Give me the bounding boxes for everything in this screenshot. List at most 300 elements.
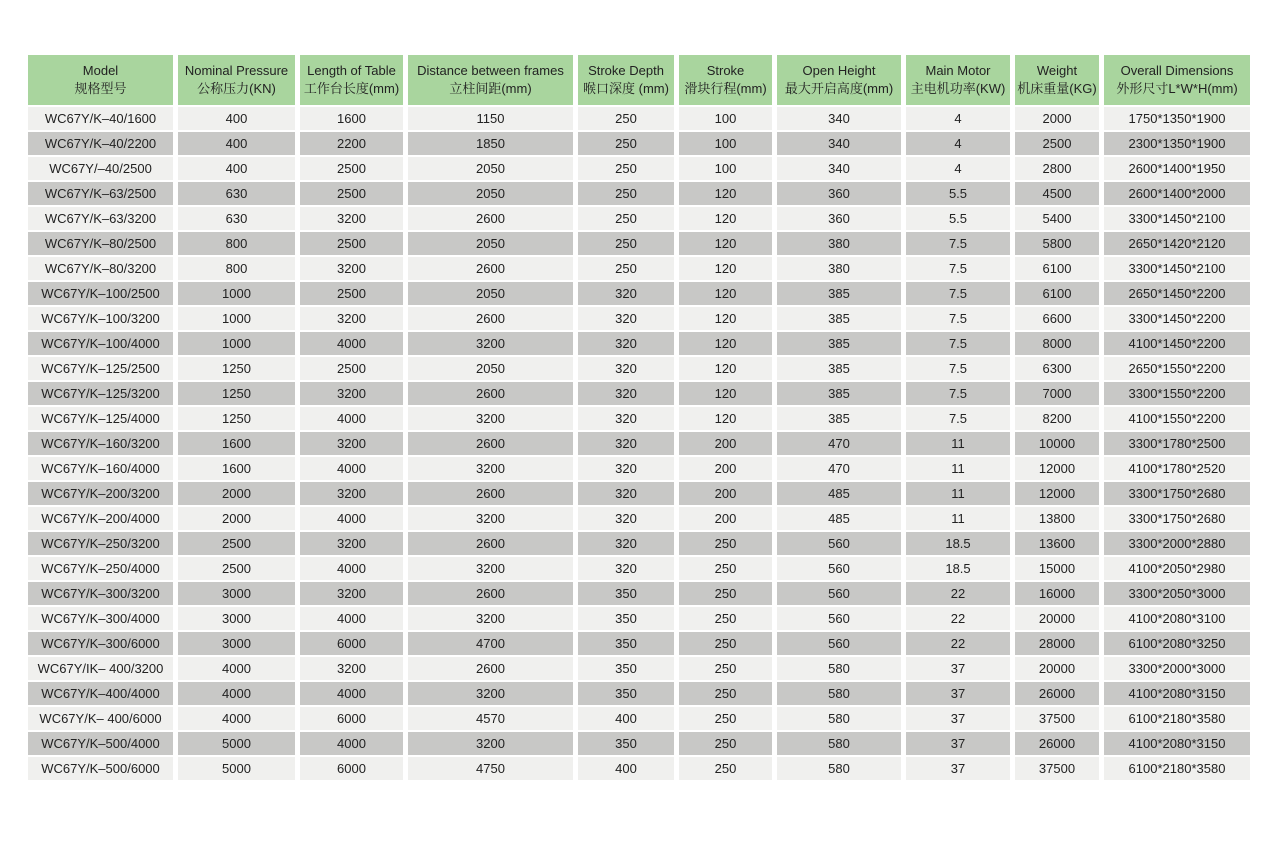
- table-cell: 3300*2000*3000: [1104, 657, 1250, 682]
- table-row: [28, 207, 1250, 232]
- table-cell: 3200: [408, 507, 578, 532]
- table-cell: 200: [679, 482, 777, 507]
- table-cell: 11: [906, 432, 1015, 457]
- table-cell: 11: [906, 482, 1015, 507]
- table-cell: 485: [777, 507, 906, 532]
- table-cell: 2600: [408, 582, 578, 607]
- model-cell: WC67Y/K–250/4000: [28, 557, 178, 582]
- table-cell: 37500: [1015, 707, 1104, 732]
- table-cell: 320: [578, 432, 679, 457]
- table-cell: 5800: [1015, 232, 1104, 257]
- table-row: [28, 682, 1250, 707]
- column-header-zh: 规格型号: [74, 81, 127, 96]
- table-cell: 2650*1450*2200: [1104, 282, 1250, 307]
- table-cell: 1150: [408, 107, 578, 132]
- table-cell: 2650*1420*2120: [1104, 232, 1250, 257]
- table-cell: 3300*1450*2200: [1104, 307, 1250, 332]
- table-cell: 320: [578, 357, 679, 382]
- table-row: [28, 507, 1250, 532]
- table-cell: 4750: [408, 757, 578, 782]
- table-body: [28, 107, 1250, 782]
- table-cell: 3200: [408, 732, 578, 757]
- column-header-en: Open Height: [802, 63, 876, 78]
- table-cell: 4100*2080*3150: [1104, 732, 1250, 757]
- column-header-en: Stroke: [706, 63, 745, 78]
- table-cell: 800: [178, 232, 300, 257]
- table-cell: 6100: [1015, 257, 1104, 282]
- table-cell: 100: [679, 132, 777, 157]
- table-cell: 4000: [300, 732, 408, 757]
- table-cell: 2600: [408, 307, 578, 332]
- table-cell: 120: [679, 282, 777, 307]
- table-cell: 350: [578, 657, 679, 682]
- table-cell: 26000: [1015, 732, 1104, 757]
- column-header-overall-dimensions: [1104, 55, 1250, 107]
- table-cell: 385: [777, 357, 906, 382]
- table-cell: 4000: [300, 457, 408, 482]
- table-cell: 2500: [300, 182, 408, 207]
- table-cell: 37: [906, 732, 1015, 757]
- table-cell: 7.5: [906, 282, 1015, 307]
- table-cell: 200: [679, 507, 777, 532]
- column-header-zh: 外形尺寸L*W*H(mm): [1116, 81, 1238, 96]
- table-cell: 3000: [178, 632, 300, 657]
- table-cell: 380: [777, 232, 906, 257]
- model-cell: WC67Y/K–100/2500: [28, 282, 178, 307]
- column-header-frame-distance: [408, 55, 578, 107]
- column-header-zh: 公称压力(KN): [197, 81, 276, 96]
- model-cell: WC67Y/K–300/6000: [28, 632, 178, 657]
- table-cell: 15000: [1015, 557, 1104, 582]
- table-cell: 16000: [1015, 582, 1104, 607]
- table-cell: 3200: [408, 332, 578, 357]
- table-cell: 3300*2000*2880: [1104, 532, 1250, 557]
- table-cell: 320: [578, 407, 679, 432]
- table-cell: 4570: [408, 707, 578, 732]
- table-cell: 12000: [1015, 457, 1104, 482]
- table-cell: 3200: [408, 682, 578, 707]
- table-cell: 560: [777, 532, 906, 557]
- table-cell: 250: [679, 732, 777, 757]
- table-cell: 340: [777, 157, 906, 182]
- table-cell: 250: [578, 207, 679, 232]
- table-cell: 250: [679, 707, 777, 732]
- table-row: [28, 307, 1250, 332]
- table-cell: 3200: [408, 557, 578, 582]
- table-cell: 1750*1350*1900: [1104, 107, 1250, 132]
- table-cell: 4000: [300, 407, 408, 432]
- table-cell: 3200: [300, 307, 408, 332]
- table-cell: 250: [679, 682, 777, 707]
- table-cell: 4100*1550*2200: [1104, 407, 1250, 432]
- table-cell: 400: [578, 707, 679, 732]
- model-cell: WC67Y/K–500/4000: [28, 732, 178, 757]
- table-cell: 3300*1780*2500: [1104, 432, 1250, 457]
- table-row: [28, 132, 1250, 157]
- table-cell: 580: [777, 732, 906, 757]
- table-cell: 6000: [300, 632, 408, 657]
- table-cell: 250: [679, 532, 777, 557]
- table-cell: 2500: [1015, 132, 1104, 157]
- table-cell: 2000: [178, 507, 300, 532]
- table-cell: 4100*1780*2520: [1104, 457, 1250, 482]
- table-cell: 560: [777, 582, 906, 607]
- table-cell: 7.5: [906, 257, 1015, 282]
- table-cell: 380: [777, 257, 906, 282]
- table-cell: 2500: [300, 157, 408, 182]
- table-cell: 630: [178, 207, 300, 232]
- table-row: [28, 582, 1250, 607]
- table-cell: 22: [906, 582, 1015, 607]
- table-cell: 2650*1550*2200: [1104, 357, 1250, 382]
- table-cell: 2600: [408, 257, 578, 282]
- table-cell: 1250: [178, 382, 300, 407]
- table-cell: 800: [178, 257, 300, 282]
- table-cell: 4000: [178, 657, 300, 682]
- column-header-main-motor: [906, 55, 1015, 107]
- table-row: [28, 157, 1250, 182]
- table-cell: 13600: [1015, 532, 1104, 557]
- table-cell: 7000: [1015, 382, 1104, 407]
- table-cell: 4100*2080*3100: [1104, 607, 1250, 632]
- table-cell: 20000: [1015, 607, 1104, 632]
- table-cell: 2050: [408, 182, 578, 207]
- table-cell: 200: [679, 432, 777, 457]
- table-cell: 320: [578, 482, 679, 507]
- table-row: [28, 382, 1250, 407]
- table-cell: 3200: [300, 382, 408, 407]
- table-cell: 4000: [300, 332, 408, 357]
- model-cell: WC67Y/K–160/4000: [28, 457, 178, 482]
- model-cell: WC67Y/K–40/2200: [28, 132, 178, 157]
- table-row: [28, 732, 1250, 757]
- table-cell: 4: [906, 132, 1015, 157]
- table-cell: 6100*2180*3580: [1104, 757, 1250, 782]
- model-cell: WC67Y/K–400/4000: [28, 682, 178, 707]
- table-cell: 400: [178, 107, 300, 132]
- table-cell: 350: [578, 582, 679, 607]
- table-cell: 320: [578, 382, 679, 407]
- table-cell: 385: [777, 407, 906, 432]
- table-row: [28, 757, 1250, 782]
- table-cell: 18.5: [906, 532, 1015, 557]
- table-cell: 3000: [178, 582, 300, 607]
- table-cell: 2600: [408, 207, 578, 232]
- table-cell: 1000: [178, 282, 300, 307]
- table-cell: 320: [578, 457, 679, 482]
- table-cell: 37: [906, 657, 1015, 682]
- table-cell: 3000: [178, 607, 300, 632]
- table-cell: 2050: [408, 282, 578, 307]
- table-cell: 2600: [408, 532, 578, 557]
- table-cell: 7.5: [906, 382, 1015, 407]
- column-header-en: Distance between frames: [417, 63, 564, 78]
- table-cell: 3200: [300, 482, 408, 507]
- column-header-open-height: [777, 55, 906, 107]
- table-row: [28, 557, 1250, 582]
- table-cell: 320: [578, 332, 679, 357]
- table-cell: 2600: [408, 432, 578, 457]
- table-row: [28, 607, 1250, 632]
- table-cell: 37: [906, 757, 1015, 782]
- column-header-en: Length of Table: [307, 63, 396, 78]
- table-cell: 200: [679, 457, 777, 482]
- table-cell: 2600: [408, 382, 578, 407]
- table-header: [28, 55, 1250, 107]
- table-cell: 360: [777, 207, 906, 232]
- column-header-zh: 机床重量(KG): [1017, 81, 1097, 96]
- table-cell: 120: [679, 357, 777, 382]
- table-cell: 2050: [408, 157, 578, 182]
- model-cell: WC67Y/K–125/3200: [28, 382, 178, 407]
- table-cell: 3200: [408, 607, 578, 632]
- column-header-zh: 主电机功率(KW): [910, 81, 1006, 96]
- table-cell: 250: [679, 657, 777, 682]
- table-cell: 22: [906, 607, 1015, 632]
- table-cell: 120: [679, 332, 777, 357]
- table-cell: 22: [906, 632, 1015, 657]
- column-header-en: Nominal Pressure: [184, 63, 289, 78]
- table-cell: 2050: [408, 357, 578, 382]
- table-cell: 7.5: [906, 357, 1015, 382]
- table-cell: 560: [777, 607, 906, 632]
- table-cell: 2600: [408, 657, 578, 682]
- table-cell: 5400: [1015, 207, 1104, 232]
- table-cell: 2600: [408, 482, 578, 507]
- table-cell: 5.5: [906, 182, 1015, 207]
- table-cell: 350: [578, 607, 679, 632]
- table-cell: 385: [777, 382, 906, 407]
- column-header-en: Model: [82, 63, 119, 78]
- table-cell: 120: [679, 182, 777, 207]
- table-cell: 580: [777, 757, 906, 782]
- model-cell: WC67Y/K–125/2500: [28, 357, 178, 382]
- table-cell: 11: [906, 457, 1015, 482]
- model-cell: WC67Y/K–125/4000: [28, 407, 178, 432]
- column-header-table-length: [300, 55, 408, 107]
- table-cell: 120: [679, 232, 777, 257]
- column-header-zh: 滑块行程(mm): [684, 81, 767, 96]
- column-header-en: Main Motor: [925, 63, 991, 78]
- table-cell: 2800: [1015, 157, 1104, 182]
- column-header-stroke-depth: [578, 55, 679, 107]
- table-cell: 470: [777, 432, 906, 457]
- table-row: [28, 482, 1250, 507]
- table-cell: 8200: [1015, 407, 1104, 432]
- table-cell: 2500: [178, 557, 300, 582]
- table-cell: 6100*2080*3250: [1104, 632, 1250, 657]
- table-cell: 4100*1450*2200: [1104, 332, 1250, 357]
- table-cell: 120: [679, 207, 777, 232]
- table-cell: 470: [777, 457, 906, 482]
- table-cell: 4000: [178, 682, 300, 707]
- table-cell: 3200: [300, 257, 408, 282]
- table-cell: 120: [679, 407, 777, 432]
- table-cell: 250: [679, 582, 777, 607]
- table-cell: 6100: [1015, 282, 1104, 307]
- table-cell: 250: [679, 557, 777, 582]
- table-row: [28, 107, 1250, 132]
- table-cell: 3200: [300, 582, 408, 607]
- table-cell: 350: [578, 682, 679, 707]
- table-cell: 2600*1400*1950: [1104, 157, 1250, 182]
- table-cell: 4000: [300, 507, 408, 532]
- table-cell: 8000: [1015, 332, 1104, 357]
- table-cell: 3300*1450*2100: [1104, 257, 1250, 282]
- table-row: [28, 232, 1250, 257]
- table-cell: 400: [178, 157, 300, 182]
- table-cell: 37: [906, 682, 1015, 707]
- table-cell: 400: [178, 132, 300, 157]
- table-cell: 2500: [178, 532, 300, 557]
- table-cell: 4500: [1015, 182, 1104, 207]
- table-cell: 120: [679, 382, 777, 407]
- table-cell: 5000: [178, 757, 300, 782]
- table-cell: 630: [178, 182, 300, 207]
- table-cell: 250: [578, 257, 679, 282]
- table-cell: 4000: [300, 607, 408, 632]
- table-cell: 320: [578, 507, 679, 532]
- table-cell: 11: [906, 507, 1015, 532]
- table-row: [28, 182, 1250, 207]
- table-cell: 320: [578, 557, 679, 582]
- model-cell: WC67Y/K– 400/6000: [28, 707, 178, 732]
- model-cell: WC67Y/K–160/3200: [28, 432, 178, 457]
- table-cell: 1000: [178, 307, 300, 332]
- table-cell: 4: [906, 157, 1015, 182]
- column-header-stroke: [679, 55, 777, 107]
- model-cell: WC67Y/K–250/3200: [28, 532, 178, 557]
- model-cell: WC67Y/K–300/3200: [28, 582, 178, 607]
- table-cell: 120: [679, 257, 777, 282]
- table-cell: 3200: [300, 207, 408, 232]
- table-cell: 3200: [300, 432, 408, 457]
- table-cell: 3200: [300, 657, 408, 682]
- table-cell: 2050: [408, 232, 578, 257]
- table-cell: 7.5: [906, 407, 1015, 432]
- model-cell: WC67Y/K–200/4000: [28, 507, 178, 532]
- table-cell: 4000: [178, 707, 300, 732]
- table-cell: 1250: [178, 407, 300, 432]
- model-cell: WC67Y/K–63/3200: [28, 207, 178, 232]
- table-cell: 250: [679, 757, 777, 782]
- table-cell: 2000: [1015, 107, 1104, 132]
- table-cell: 7.5: [906, 307, 1015, 332]
- table-cell: 5.5: [906, 207, 1015, 232]
- table-cell: 3200: [408, 457, 578, 482]
- table-row: [28, 657, 1250, 682]
- table-cell: 28000: [1015, 632, 1104, 657]
- table-cell: 5000: [178, 732, 300, 757]
- table-cell: 3300*1550*2200: [1104, 382, 1250, 407]
- table-cell: 485: [777, 482, 906, 507]
- table-cell: 20000: [1015, 657, 1104, 682]
- table-cell: 6600: [1015, 307, 1104, 332]
- table-cell: 37500: [1015, 757, 1104, 782]
- table-row: [28, 357, 1250, 382]
- table-cell: 1000: [178, 332, 300, 357]
- table-row: [28, 257, 1250, 282]
- table-cell: 320: [578, 282, 679, 307]
- table-row: [28, 632, 1250, 657]
- table-cell: 1250: [178, 357, 300, 382]
- table-cell: 100: [679, 107, 777, 132]
- table-row: [28, 707, 1250, 732]
- table-cell: 1600: [178, 457, 300, 482]
- table-cell: 4000: [300, 557, 408, 582]
- table-cell: 26000: [1015, 682, 1104, 707]
- column-header-zh: 立柱间距(mm): [449, 81, 532, 96]
- table-row: [28, 332, 1250, 357]
- table-cell: 2500: [300, 357, 408, 382]
- table-cell: 400: [578, 757, 679, 782]
- column-header-zh: 工作台长度(mm): [303, 81, 400, 96]
- table-cell: 385: [777, 307, 906, 332]
- table-cell: 6300: [1015, 357, 1104, 382]
- column-header-en: Overall Dimensions: [1120, 63, 1234, 78]
- model-cell: WC67Y/K–300/4000: [28, 607, 178, 632]
- table-cell: 4100*2050*2980: [1104, 557, 1250, 582]
- table-cell: 580: [777, 707, 906, 732]
- table-cell: 250: [578, 157, 679, 182]
- table-cell: 10000: [1015, 432, 1104, 457]
- table-cell: 4700: [408, 632, 578, 657]
- table-cell: 3300*1750*2680: [1104, 507, 1250, 532]
- table-cell: 385: [777, 332, 906, 357]
- model-cell: WC67Y/K–40/1600: [28, 107, 178, 132]
- model-cell: WC67Y/K–200/3200: [28, 482, 178, 507]
- table-cell: 385: [777, 282, 906, 307]
- machine-spec-table: [28, 55, 1250, 782]
- model-cell: WC67Y/–40/2500: [28, 157, 178, 182]
- table-cell: 350: [578, 732, 679, 757]
- table-cell: 350: [578, 632, 679, 657]
- model-cell: WC67Y/K–80/2500: [28, 232, 178, 257]
- column-header-nominal-pressure: [178, 55, 300, 107]
- column-header-weight: [1015, 55, 1104, 107]
- table-cell: 580: [777, 682, 906, 707]
- table-cell: 250: [679, 607, 777, 632]
- table-cell: 12000: [1015, 482, 1104, 507]
- table-cell: 320: [578, 307, 679, 332]
- table-cell: 120: [679, 307, 777, 332]
- table-cell: 2000: [178, 482, 300, 507]
- table-cell: 2300*1350*1900: [1104, 132, 1250, 157]
- column-header-model: [28, 55, 178, 107]
- table-cell: 3300*1750*2680: [1104, 482, 1250, 507]
- table-cell: 560: [777, 632, 906, 657]
- table-cell: 18.5: [906, 557, 1015, 582]
- table-row: [28, 532, 1250, 557]
- column-header-zh: 喉口深度 (mm): [583, 81, 669, 96]
- header-row: [28, 55, 1250, 107]
- table-cell: 250: [578, 182, 679, 207]
- table-cell: 2200: [300, 132, 408, 157]
- model-cell: WC67Y/K–500/6000: [28, 757, 178, 782]
- table-row: [28, 457, 1250, 482]
- table-cell: 360: [777, 182, 906, 207]
- column-header-zh: 最大开启高度(mm): [784, 81, 894, 96]
- table-cell: 1850: [408, 132, 578, 157]
- table-cell: 340: [777, 107, 906, 132]
- table-cell: 320: [578, 532, 679, 557]
- table-cell: 7.5: [906, 332, 1015, 357]
- table-row: [28, 407, 1250, 432]
- table-cell: 340: [777, 132, 906, 157]
- column-header-en: Stroke Depth: [588, 63, 664, 78]
- table-row: [28, 432, 1250, 457]
- model-cell: WC67Y/K–100/3200: [28, 307, 178, 332]
